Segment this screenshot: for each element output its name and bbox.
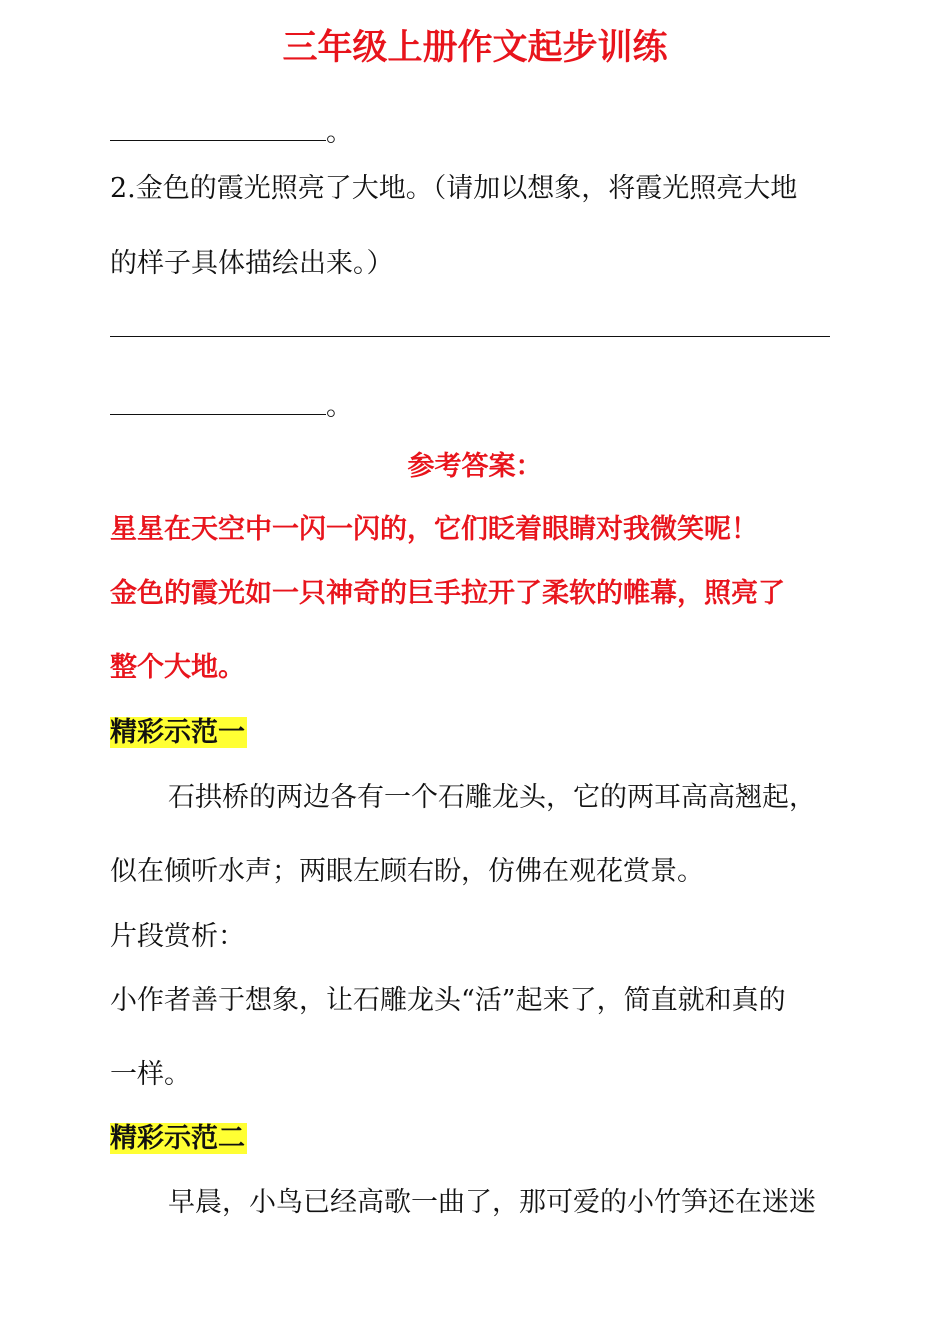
example-1-heading-row: [110, 715, 247, 751]
blank-end-mark: 。: [326, 391, 353, 422]
page-title: 三年级上册作文起步训练: [282, 27, 668, 68]
example-1-analysis-line-2: 一样。: [110, 1059, 191, 1090]
blank-end-mark: 。: [326, 117, 353, 148]
reference-answer-heading: 参考答案：: [407, 451, 543, 482]
answer-blank-line-3: [110, 388, 353, 425]
reference-answer-line-1: 星星在天空中一闪一闪的，它们眨着眼睛对我微笑呢！: [110, 514, 758, 545]
answer-blank-line-1: [110, 114, 353, 151]
reference-answer-line-3: 整个大地。: [110, 652, 245, 683]
example-2-heading: 精彩示范二: [110, 1123, 245, 1154]
example-1-analysis-label: 片段赏析：: [110, 921, 245, 952]
blank-underline-long: [110, 310, 830, 337]
example-1-analysis-line-1: 小作者善于想象，让石雕龙头“活”起来了，简直就和真的: [110, 985, 786, 1016]
example-2-line-1: 早晨，小鸟已经高歌一曲了，那可爱的小竹笋还在迷迷: [168, 1187, 816, 1218]
answer-blank-line-2: [110, 310, 830, 347]
example-1-line-1: 石拱桥的两边各有一个石雕龙头，它的两耳高高翘起，: [168, 782, 816, 813]
question-2-line-2: 的样子具体描绘出来。）: [110, 248, 394, 279]
example-2-heading-row: [110, 1121, 247, 1157]
example-1-heading: 精彩示范一: [110, 717, 245, 748]
question-2-line-1: 2.金色的霞光照亮了大地。（请加以想象，将霞光照亮大地: [110, 173, 798, 204]
blank-underline: [110, 114, 326, 141]
example-1-line-2: 似在倾听水声；两眼左顾右盼，仿佛在观花赏景。: [110, 856, 704, 887]
reference-answer-line-2: 金色的霞光如一只神奇的巨手拉开了柔软的帷幕，照亮了: [110, 578, 785, 609]
blank-underline: [110, 388, 326, 415]
